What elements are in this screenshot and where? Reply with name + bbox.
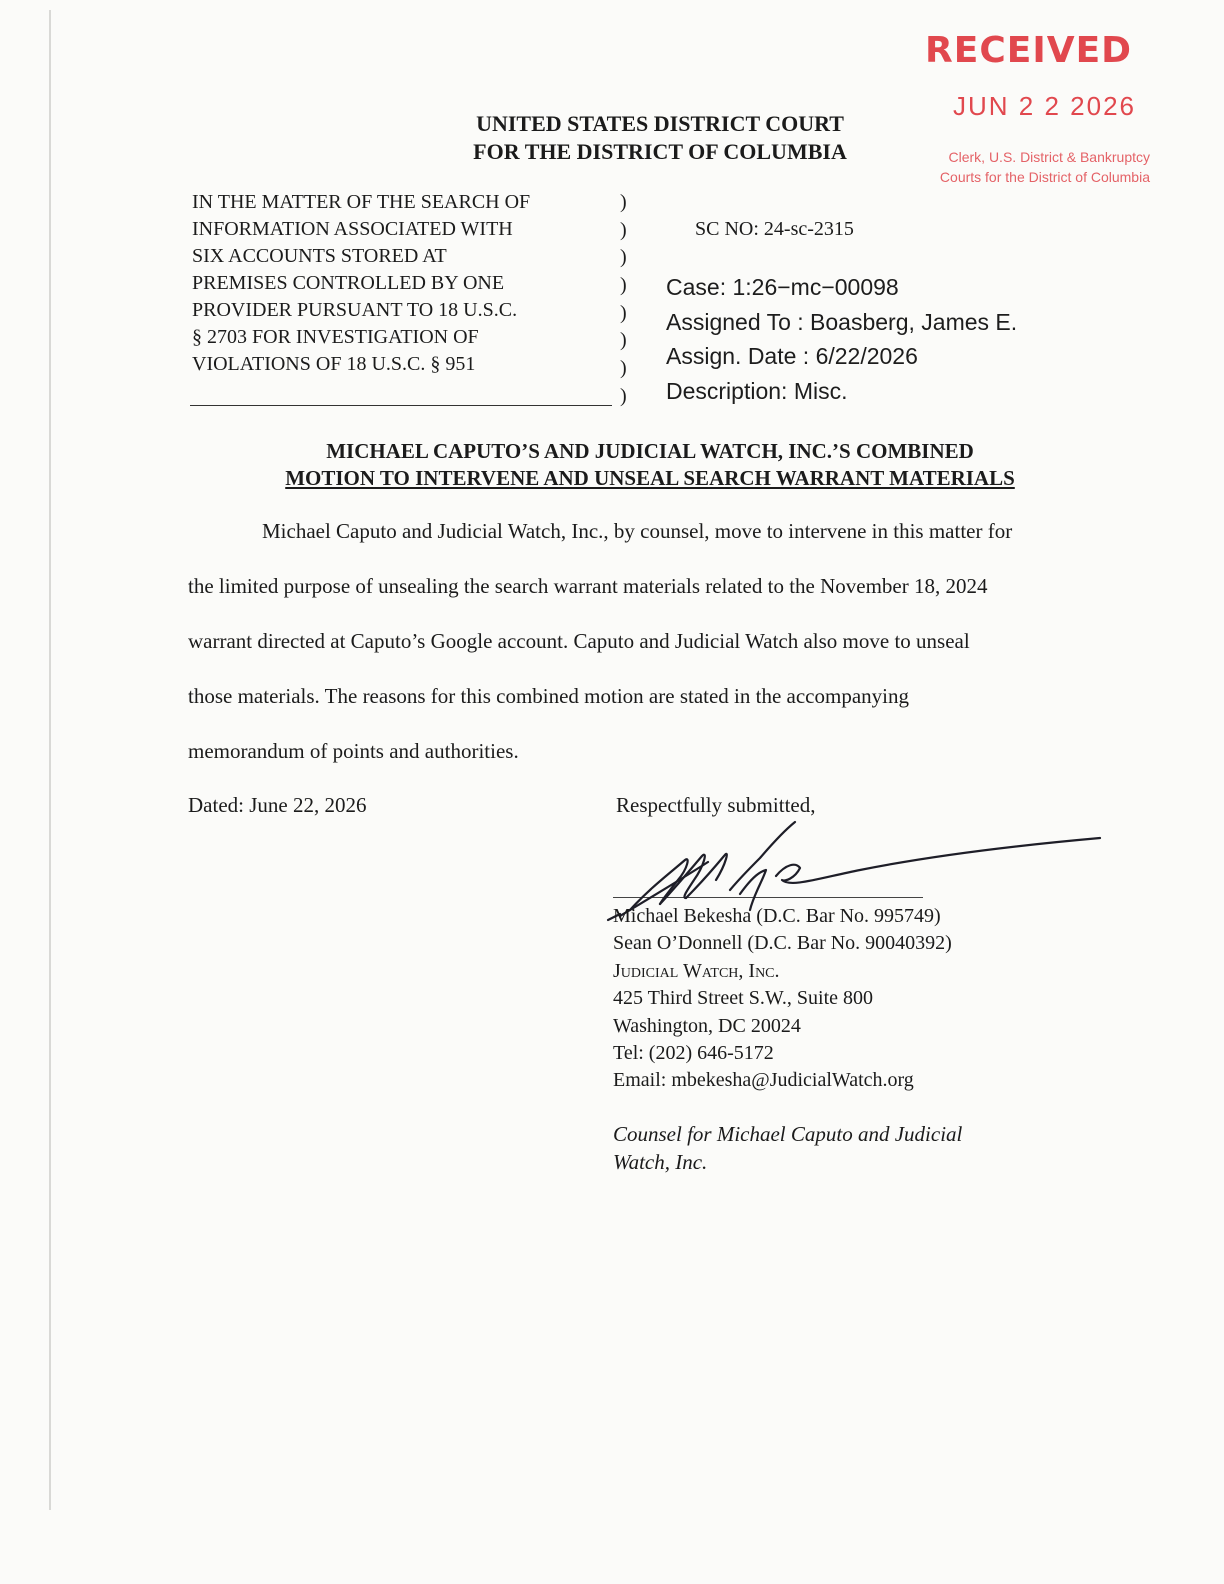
counsel-line-1: Counsel for Michael Caputo and Judicial <box>613 1122 963 1146</box>
attorney-1: Michael Bekesha (D.C. Bar No. 995749) <box>613 905 941 927</box>
assigned-to: Assigned To : Boasberg, James E. <box>666 308 1018 335</box>
case-description: Description: Misc. <box>666 377 848 404</box>
paren: ) <box>620 218 627 241</box>
caption-line: INFORMATION ASSOCIATED WITH <box>192 218 513 240</box>
attorney-2: Sean O’Donnell (D.C. Bar No. 90040392) <box>613 932 952 955</box>
motion-title-line-2: MOTION TO INTERVENE AND UNSEAL SEARCH WARRANT MATERIALS <box>285 466 1015 490</box>
counsel-for <box>613 1120 962 1176</box>
body-line: warrant directed at Caputo’s Google account. Caputo and Judicial Watch also move to unseal <box>188 629 970 653</box>
received-stamp-title: RECEIVED <box>925 30 1133 71</box>
motion-title-line-1: MICHAEL CAPUTO’S AND JUDICIAL WATCH, INC.’S COMBINED <box>326 439 974 463</box>
caption-line: PREMISES CONTROLLED BY ONE <box>192 272 505 294</box>
case-caption <box>192 189 612 378</box>
scan-edge <box>49 10 51 1510</box>
sc-number: SC NO: 24-sc-2315 <box>695 218 854 240</box>
caption-parentheses <box>620 189 627 411</box>
caption-line: SIX ACCOUNTS STORED AT <box>192 245 447 267</box>
court-line-1: UNITED STATES DISTRICT COURT <box>476 111 844 136</box>
firm-name: Judicial Watch, Inc. <box>613 959 780 982</box>
signature-block <box>613 903 952 1095</box>
received-stamp-clerk <box>868 147 1150 187</box>
paren: ) <box>620 246 627 269</box>
caption-line: VIOLATIONS OF 18 U.S.C. § 951 <box>192 353 476 375</box>
assign-date: Assign. Date : 6/22/2026 <box>666 343 918 369</box>
paren: ) <box>620 384 627 407</box>
caption-line: PROVIDER PURSUANT TO 18 U.S.C. <box>192 299 518 321</box>
paren: ) <box>620 357 627 380</box>
body-line: the limited purpose of unsealing the search warrant materials related to the November 18, 2024 <box>188 574 988 598</box>
caption-rule <box>190 405 612 406</box>
case-number: Case: 1:26−mc−00098 <box>666 274 899 300</box>
received-stamp-date: JUN 2 2 2026 <box>953 91 1136 121</box>
paren: ) <box>620 301 627 324</box>
paren: ) <box>620 329 627 352</box>
clerk-line-2: Courts for the District of Columbia <box>939 169 1150 185</box>
closing: Respectfully submitted, <box>616 793 816 817</box>
address-line-2: Washington, DC 20024 <box>613 1014 801 1037</box>
counsel-line-2: Watch, Inc. <box>613 1150 708 1174</box>
court-heading <box>440 110 880 166</box>
dated: Dated: June 22, 2026 <box>188 793 367 817</box>
motion-title <box>150 438 1150 492</box>
case-info <box>666 270 1017 408</box>
caption-line: § 2703 FOR INVESTIGATION OF <box>192 326 479 348</box>
paren: ) <box>620 274 627 297</box>
telephone: Tel: (202) 646-5172 <box>613 1042 774 1065</box>
address-line-1: 425 Third Street S.W., Suite 800 <box>613 987 873 1010</box>
body-line: Michael Caputo and Judicial Watch, Inc., by counsel, move to intervene in this matter for <box>262 519 1013 543</box>
clerk-line-1: Clerk, U.S. District & Bankruptcy <box>948 149 1150 165</box>
body-line: those materials. The reasons for this combined motion are stated in the accompanying <box>188 684 909 708</box>
caption-line: IN THE MATTER OF THE SEARCH OF <box>192 191 531 213</box>
email: Email: mbekesha@JudicialWatch.org <box>613 1069 914 1092</box>
court-line-2: FOR THE DISTRICT OF COLUMBIA <box>473 139 847 164</box>
paren: ) <box>620 191 627 213</box>
body-line: memorandum of points and authorities. <box>188 739 519 763</box>
